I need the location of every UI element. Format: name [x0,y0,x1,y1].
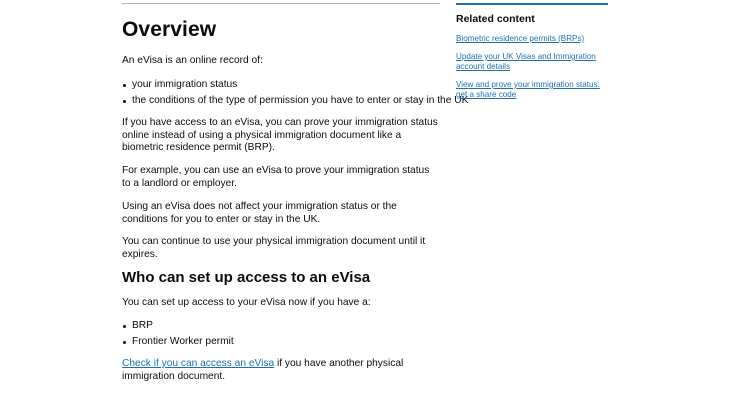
list-item: BRP [122,320,234,333]
document-list [122,320,234,352]
section-intro: You can set up access to your eVisa now if you have a: [122,297,371,308]
list-item: Frontier Worker permit [122,336,234,349]
check-access-paragraph [122,358,440,383]
check-access-suffix: if you have another physical immigration document. [122,358,404,382]
top-divider [122,3,440,4]
related-link-share-code[interactable]: View and prove your immigration status: get a share code [456,80,600,99]
paragraph-status: Using an eVisa does not affect your immigration status or the conditions for you to enter or stay in the UK. [122,201,397,225]
related-content-divider [456,3,608,5]
intro-text: An eVisa is an online record of: [122,55,263,66]
related-link-update-account[interactable]: Update your UK Visas and Immigration account details [456,52,596,71]
paragraph-example: For example, you can use an eVisa to prove your immigration status to a landlord or employer. [122,165,430,189]
intro-list [122,79,468,111]
list-item: the conditions of the type of permission you have to enter or stay in the UK [122,95,468,108]
related-content-heading: Related content [456,13,535,25]
list-item: your immigration status [122,79,468,92]
paragraph-evisa-access: If you have access to an eVisa, you can prove your immigration status online instead of using a physical immigration document like a biometric residence permit (BRP). [122,117,438,153]
section-heading: Who can set up access to an eVisa [122,269,371,286]
page-title: Overview [122,18,217,41]
paragraph-continue: You can continue to use your physical immigration document until it expires. [122,236,426,260]
check-access-link[interactable]: Check if you can access an eVisa [122,358,275,369]
related-link-brp[interactable]: Biometric residence permits (BRPs) [456,34,585,43]
